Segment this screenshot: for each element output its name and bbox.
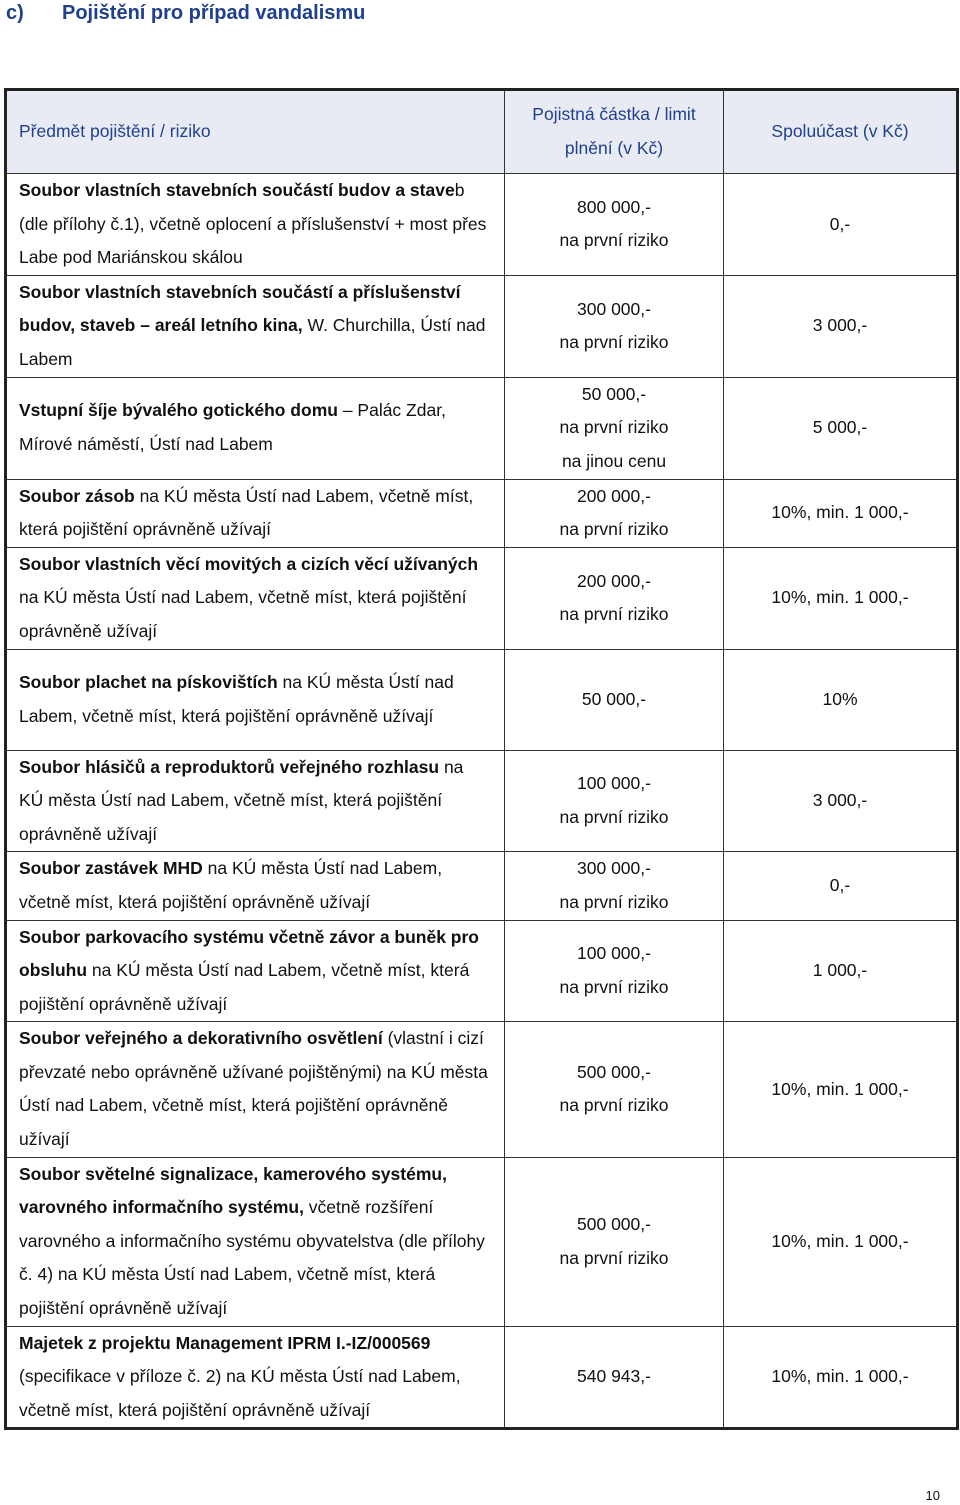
subject-text: (specifikace v příloze č. 2) na KÚ města Ústí nad Labem, včetně míst, která pojištění oprávněně užívají: [19, 1366, 461, 1420]
table-row: [6, 1326, 958, 1429]
table-row: [6, 1022, 958, 1157]
subject-text: na KÚ města Ústí nad Labem, včetně míst, která pojištění oprávněně užívají: [19, 587, 467, 641]
row-amount: 300 000,- na první riziko: [505, 275, 724, 377]
subject-bold: Soubor vlastních věcí movitých a cizích věcí užívaných: [19, 553, 479, 574]
table-row: [6, 479, 958, 547]
subject-bold: Soubor veřejného a dekorativního osvětlení: [19, 1028, 383, 1049]
section-title: Pojištění pro případ vandalismu: [62, 2, 366, 24]
subject-text: (vlastní i cizí převzaté nebo oprávněně užívané pojištěnými) na KÚ města Ústí nad Labem, včetně míst, která pojištění oprávněně užívají: [19, 1028, 488, 1150]
row-subject: [6, 479, 505, 547]
row-deductible: 10%: [724, 649, 958, 750]
row-amount: 50 000,- na první riziko na jinou cenu: [505, 377, 724, 479]
subject-bold: Soubor zásob: [19, 485, 135, 506]
row-amount: 50 000,-: [505, 649, 724, 750]
subject-text: na KÚ města Ústí nad Labem, včetně míst, která pojištění oprávněně užívají: [19, 756, 464, 844]
row-amount: 540 943,-: [505, 1326, 724, 1429]
subject-text: na KÚ města Ústí nad Labem, včetně míst, která pojištění oprávněně užívají: [19, 485, 474, 540]
row-amount: 200 000,- na první riziko: [505, 547, 724, 649]
row-deductible: 10%, min. 1 000,-: [724, 479, 958, 547]
subject-text: – Palác Zdar, Mírové náměstí, Ústí nad Labem: [19, 400, 446, 455]
subject-text: na KÚ města Ústí nad Labem, včetně míst, která pojištění oprávněně užívají: [19, 858, 443, 912]
row-amount: 300 000,- na první riziko: [505, 852, 724, 920]
subject-bold: Vstupní šíje bývalého gotického domu: [19, 400, 338, 421]
row-subject: [6, 174, 505, 276]
row-deductible: 0,-: [724, 852, 958, 920]
section-letter: c): [6, 2, 24, 24]
subject-bold: Soubor světelné signalizace, kamerového systému, varovného informačního systému,: [19, 1163, 447, 1218]
row-deductible: 5 000,-: [724, 377, 958, 479]
row-amount: 800 000,- na první riziko: [505, 174, 724, 276]
row-subject: [6, 275, 505, 377]
table-row: [6, 649, 958, 750]
subject-text: b (dle přílohy č.1), včetně oplocení a příslušenství + most přes Labe pod Mariánskou skálou: [19, 180, 487, 268]
table-row: [6, 377, 958, 479]
subject-text: na KÚ města Ústí nad Labem, včetně míst, která pojištění oprávněně užívají: [19, 671, 454, 726]
row-subject: [6, 852, 505, 920]
row-subject: [6, 1157, 505, 1326]
row-deductible: 3 000,-: [724, 750, 958, 852]
table-header-row: [6, 90, 958, 174]
row-amount: 500 000,- na první riziko: [505, 1157, 724, 1326]
row-amount: 200 000,- na první riziko: [505, 479, 724, 547]
header-deductible: Spoluúčast (v Kč): [724, 90, 958, 174]
subject-bold: Soubor vlastních stavebních součástí budov a stave: [19, 180, 455, 200]
table-row: [6, 920, 958, 1022]
table-row: [6, 1157, 958, 1326]
table-row: [6, 275, 958, 377]
header-amount: Pojistná částka / limit plnění (v Kč): [505, 90, 724, 174]
row-amount: 100 000,- na první riziko: [505, 750, 724, 852]
table-row: [6, 852, 958, 920]
page-number: 10: [925, 1488, 940, 1503]
subject-bold: Soubor hlásičů a reproduktorů veřejného rozhlasu: [19, 756, 440, 777]
subject-bold: Soubor zastávek MHD: [19, 858, 203, 879]
row-amount: 100 000,- na první riziko: [505, 920, 724, 1022]
row-deductible: 0,-: [724, 174, 958, 276]
row-subject: [6, 377, 505, 479]
subject-text: W. Churchilla, Ústí nad Labem: [19, 315, 486, 369]
table-row: [6, 174, 958, 276]
row-deductible: 10%, min. 1 000,-: [724, 1326, 958, 1429]
table-row: [6, 750, 958, 852]
header-subject: Předmět pojištění / riziko: [6, 90, 505, 174]
insurance-table: [4, 88, 959, 1430]
row-amount: 500 000,- na první riziko: [505, 1022, 724, 1157]
row-deductible: 10%, min. 1 000,-: [724, 1022, 958, 1157]
subject-bold: Soubor plachet na pískovištích: [19, 671, 278, 692]
row-deductible: 10%, min. 1 000,-: [724, 547, 958, 649]
row-subject: [6, 649, 505, 750]
row-subject: [6, 1022, 505, 1157]
section-heading: [6, 0, 365, 26]
row-subject: [6, 750, 505, 852]
row-deductible: 3 000,-: [724, 275, 958, 377]
subject-bold: Majetek z projektu Management IPRM I.-IZ/000569: [19, 1332, 431, 1353]
table-row: [6, 547, 958, 649]
row-subject: [6, 920, 505, 1022]
subject-text: na KÚ města Ústí nad Labem, včetně míst, která pojištění oprávněně užívají: [19, 960, 470, 1014]
row-deductible: 10%, min. 1 000,-: [724, 1157, 958, 1326]
subject-bold: Soubor parkovacího systému včetně závor a buněk pro obsluhu: [19, 926, 479, 981]
subject-text: včetně rozšíření varovného a informačního systému obyvatelstva (dle přílohy č. 4) na KÚ města Ústí nad Labem, včetně míst, která pojištění oprávněně užívají: [19, 1197, 485, 1319]
row-subject: [6, 1326, 505, 1429]
row-deductible: 1 000,-: [724, 920, 958, 1022]
row-subject: [6, 547, 505, 649]
subject-bold: Soubor vlastních stavebních součástí a příslušenství budov, staveb – areál letního kina,: [19, 281, 461, 336]
